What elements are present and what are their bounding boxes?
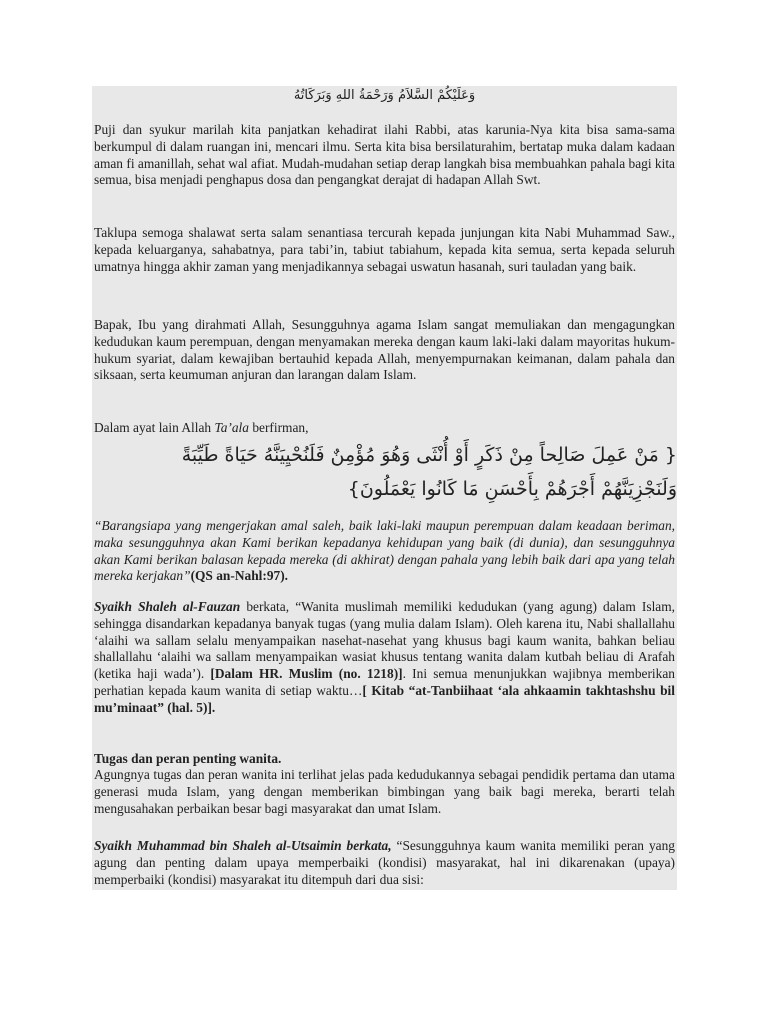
quran-verse-line-1: { مَنْ عَمِلَ صَالِحاً مِنْ ذَكَرٍ أَوْ أُنْثَى وَهُوَ مُؤْمِنٌ فَلَنُحْيِيَنَّهُ حَيَاةً طَيِّبَةً: [181, 444, 677, 466]
ayat-intro: [94, 420, 675, 437]
section-heading: Tugas dan peran penting wanita.: [94, 751, 282, 766]
translation-text: “Barangsiapa yang mengerjakan amal saleh, baik laki-laki maupun perempuan dalam keadaan beriman, maka sesungguhnya akan Kami berikan kepadanya kehidupan yang baik (di dunia), dan sesungguhnya akan Kami berikan balasan kepada mereka (di akhirat) dengan pahala yang lebih baik dari apa yang telah mereka kerjakan”: [94, 518, 675, 584]
salam-arabic: وَعَلَيْكُمْ السَّلاَمُ وَرَحْمَةُ اللهِ وَبَرَكَاتُهُ: [293, 88, 476, 103]
reference-muslim: [Dalam HR. Muslim (no. 1218)]: [210, 666, 403, 682]
quran-verse: [152, 438, 677, 506]
ayat-intro-c: berfirman,: [248, 420, 309, 435]
speaker-fauzan: Syaikh Shaleh al-Fauzan: [94, 599, 241, 614]
reference-kitab: [ Kitab “at-Tanbiihaat ‘ala ahkaamin takhtashshu bil mu’minaat” (hal. 5)].: [94, 682, 675, 715]
quran-verse-line-2: وَلَنَجْزِيَنَّهُمْ أَجْرَهُمْ بِأَحْسَنِ مَا كَانُوا يَعْمَلُونَ}: [347, 478, 677, 500]
translation-reference: (QS an-Nahl:97).: [190, 568, 289, 584]
utsaimin-quote: “Sesungguhnya kaum wanita memiliki peran yang agung dan penting dalam upaya memperbaiki (kondisi) masyarakat, hal ini dikarenakan (upaya) memperbaiki (kondisi) masyarakat itu ditempuh dari dua sisi:: [94, 838, 675, 887]
paragraph-utsaimin: [94, 838, 675, 888]
paragraph-fauzan: [94, 599, 675, 717]
paragraph-opening: Puji dan syukur marilah kita panjatkan kehadirat ilahi Rabbi, atas karunia-Nya kita bisa sama-sama berkumpul di dalam ruangan ini, mencari ilmu. Serta kita bisa bersilaturahim, bertatap muka dalam kadaan aman fi amanillah, sehat wal afiat. Mudah-mudahan setiap derap langkah bisa membuahkan pahala bagi kita semua, bisa menjadi penghapus dosa dan pengangkat derajat di hadapan Allah Swt.: [94, 122, 675, 188]
paragraph-islam-women: Bapak, Ibu yang dirahmati Allah, Sesungguhnya agama Islam sangat memuliakan dan mengagungkan kedudukan kaum perempuan, dengan menyamakan mereka dengan kaum laki-laki dalam mayoritas hukum-hukum syariat, dalam kewajiban bertauhid kepada Allah, menyempurnakan keimanan, dalam pahala dan siksaan, serta keumuman anjuran dan larangan dalam Islam.: [94, 317, 675, 383]
fauzan-quote-1: berkata, “Wanita muslimah memiliki kedudukan (yang agung) dalam Islam, sehingga disandarkan kepadanya banyak tugas (yang mulia dalam Islam). Oleh karena itu, Nabi shallallahu ‘alaihi wa sallam selalu menyampaikan nasehat-nasehat yang khusus bagi kaum wanita, bahkan beliau shallallahu ‘alaihi wa sallam menyampaikan wasiat khusus tentang wanita dalam kutbah beliau di Arafah (ketika haji wada’).: [94, 599, 675, 682]
ayat-intro-a: Dalam ayat lain Allah: [94, 420, 215, 435]
fauzan-quote-2: . Ini semua menunjukkan wajibnya memberikan perhatian kepada kaum wanita di setiap waktu…: [94, 666, 675, 698]
verse-translation: [94, 518, 675, 585]
paragraph-shalawat: Taklupa semoga shalawat serta salam senantiasa tercurah kepada junjungan kita Nabi Muhammad Saw., kepada keluarganya, sahabatnya, para tabi’in, tabiut tabiahum, kepada kita semua, serta kepada seluruh umatnya hingga akhir zaman yang menjadikannya sebagai uswatun hasanah, suri tauladan yang baik.: [94, 225, 675, 274]
paragraph-role: Agungnya tugas dan peran wanita ini terlihat jelas pada kedudukannya sebagai pendidik pertama dan utama generasi muda Islam, yang dengan memberikan bimbingan yang baik bagi mereka, berarti telah mengusahakan perbaikan besar bagi masyarakat dan umat Islam.: [94, 767, 675, 816]
ayat-intro-taala: Ta’ala: [214, 420, 249, 435]
speaker-utsaimin: Syaikh Muhammad bin Shaleh al-Utsaimin berkata,: [94, 838, 392, 853]
document-page: [92, 86, 677, 890]
